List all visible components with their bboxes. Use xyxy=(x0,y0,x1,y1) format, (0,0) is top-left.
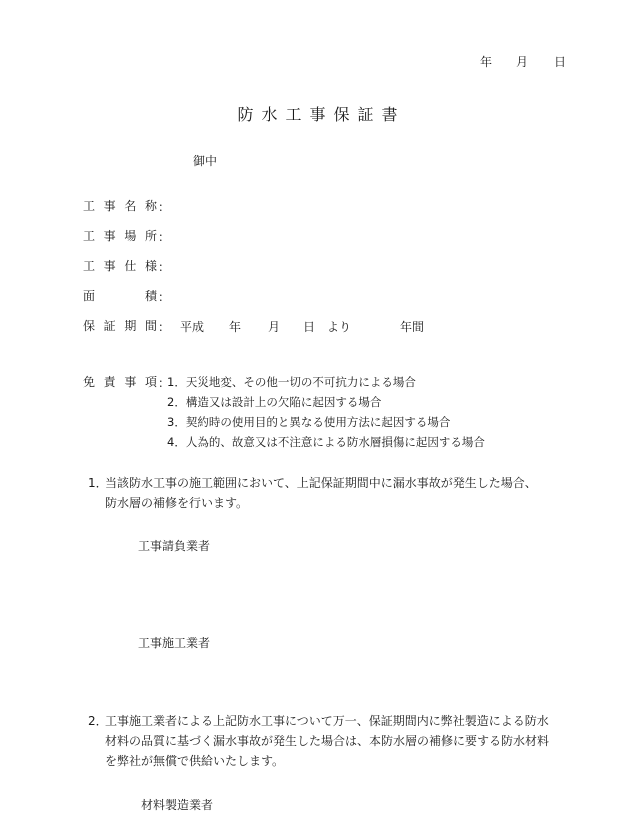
period-year: 年 xyxy=(229,320,242,334)
colon: ： xyxy=(158,376,171,390)
exemption-item: 2．構造又は設計上の欠陥に起因する場合 xyxy=(167,395,382,409)
document-title: 防水工事保証書 xyxy=(237,105,406,124)
exemption-item: 1．天災地変、その他一切の不可抗力による場合 xyxy=(167,375,416,389)
date-month-label: 月 xyxy=(516,55,529,69)
clause-text: 工事施工業者による上記防水工事について万一、保証期間内に弊社製造による防水 xyxy=(105,714,549,728)
clause-number: 1． xyxy=(88,476,108,490)
period-years: 年間 xyxy=(400,320,425,334)
exemptions-label: 免 責 事 項 xyxy=(83,375,157,389)
date-year-label: 年 xyxy=(480,55,493,69)
clause-text: を弊社が無償で供給いたします。 xyxy=(105,754,285,768)
period-from: より xyxy=(327,320,352,334)
exemption-item: 3．契約時の使用目的と異なる使用方法に起因する場合 xyxy=(167,415,451,429)
clause-2 xyxy=(88,711,549,771)
colon: ： xyxy=(158,290,171,304)
clause-text: 材料の品質に基づく漏水事故が発生した場合は、本防水層の補修に要する防水材料 xyxy=(105,734,550,748)
date-day-label: 日 xyxy=(554,55,567,69)
field-label-project-location: 工 事 場 所 xyxy=(83,229,157,243)
colon: ： xyxy=(158,260,171,274)
field-label-warranty-period: 保 証 期 間 xyxy=(83,319,157,333)
period-day: 日 xyxy=(303,320,316,334)
clause-text: 当該防水工事の施工範囲において、上記保証期間中に漏水事故が発生した場合、 xyxy=(105,476,537,490)
period-month: 月 xyxy=(268,320,281,334)
field-label-area: 面 積 xyxy=(83,289,157,303)
signature-manufacturer: 材料製造業者 xyxy=(141,798,214,812)
signature-contractor: 工事請負業者 xyxy=(138,539,211,553)
colon: ： xyxy=(158,320,171,334)
clause-text: 防水層の補修を行います。 xyxy=(105,496,249,510)
date-line xyxy=(480,53,566,70)
exemption-item: 4．人為的、故意又は不注意による防水層損傷に起因する場合 xyxy=(167,435,485,449)
addressee-suffix: 御中 xyxy=(193,154,218,168)
colon: ： xyxy=(158,230,171,244)
colon: ： xyxy=(158,200,171,214)
clause-1 xyxy=(88,473,537,513)
signature-installer: 工事施工業者 xyxy=(138,636,211,650)
field-label-project-name: 工 事 名 称 xyxy=(83,199,157,213)
period-era: 平成 xyxy=(180,320,205,334)
field-label-project-spec: 工 事 仕 様 xyxy=(83,259,157,273)
clause-number: 2． xyxy=(88,714,108,728)
